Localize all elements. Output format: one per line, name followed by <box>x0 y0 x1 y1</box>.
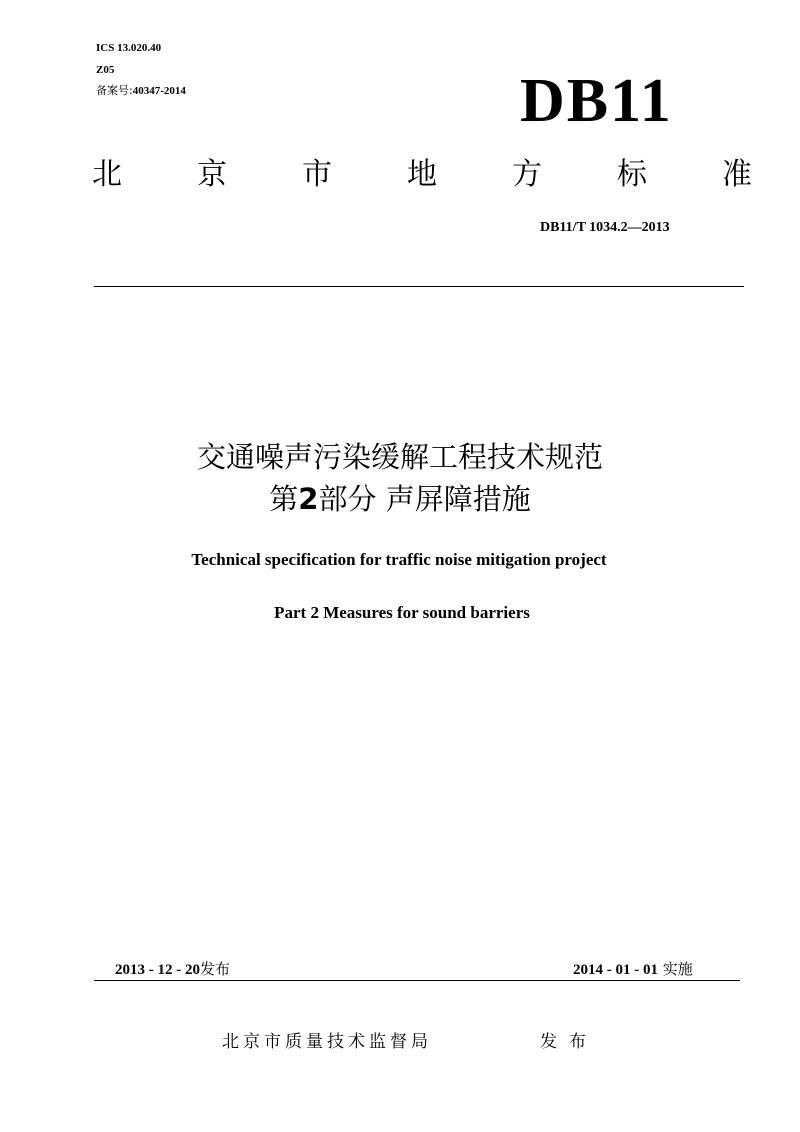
bottom-divider <box>94 980 740 981</box>
title-part-name: 部分 声屏障措施 <box>318 482 531 516</box>
implementation-date-label: 实施 <box>662 960 693 978</box>
record-number-value: 40347-2014 <box>132 85 186 97</box>
issuing-action-char: 布 <box>569 1032 586 1052</box>
standard-number: DB11/T 1034.2—2013 <box>540 220 670 235</box>
implementation-date-value: 2014 - 01 - 01 <box>573 962 658 978</box>
issuing-authority: 北京市质量技术监督局 <box>222 1032 432 1052</box>
standard-type-char: 方 <box>512 157 542 192</box>
title-chinese-line1: 交通噪声污染缓解工程技术规范 <box>196 440 603 474</box>
ics-code: ICS 13.020.40 <box>96 42 162 54</box>
standard-type-char: 地 <box>407 157 437 192</box>
issue-date-label: 发布 <box>200 960 231 978</box>
title-chinese-line2 <box>0 479 800 519</box>
record-number-label: 备案号: <box>96 84 133 97</box>
title-part-prefix: 第 <box>269 482 299 516</box>
issue-date-value: 2013 - 12 - 20 <box>115 962 200 978</box>
title-part-number: 2 <box>298 482 319 516</box>
title-english-line1: Technical specification for traffic noise mitigation project <box>191 550 607 569</box>
ccs-code: Z05 <box>96 64 115 76</box>
standard-type-char: 京 <box>197 157 227 192</box>
standard-type-char: 准 <box>722 157 752 192</box>
standard-type-heading <box>92 155 752 195</box>
standard-type-char: 标 <box>617 157 647 192</box>
record-number <box>96 84 186 98</box>
title-english-line2: Part 2 Measures for sound barriers <box>274 603 530 622</box>
issue-date <box>115 958 230 981</box>
top-divider <box>94 286 744 287</box>
db-code-logo: DB11 <box>520 67 673 135</box>
standard-type-char: 北 <box>92 157 122 192</box>
issuing-action <box>540 1030 586 1054</box>
implementation-date <box>573 958 693 981</box>
issuing-action-char: 发 <box>540 1032 557 1052</box>
standard-type-char: 市 <box>302 157 332 192</box>
